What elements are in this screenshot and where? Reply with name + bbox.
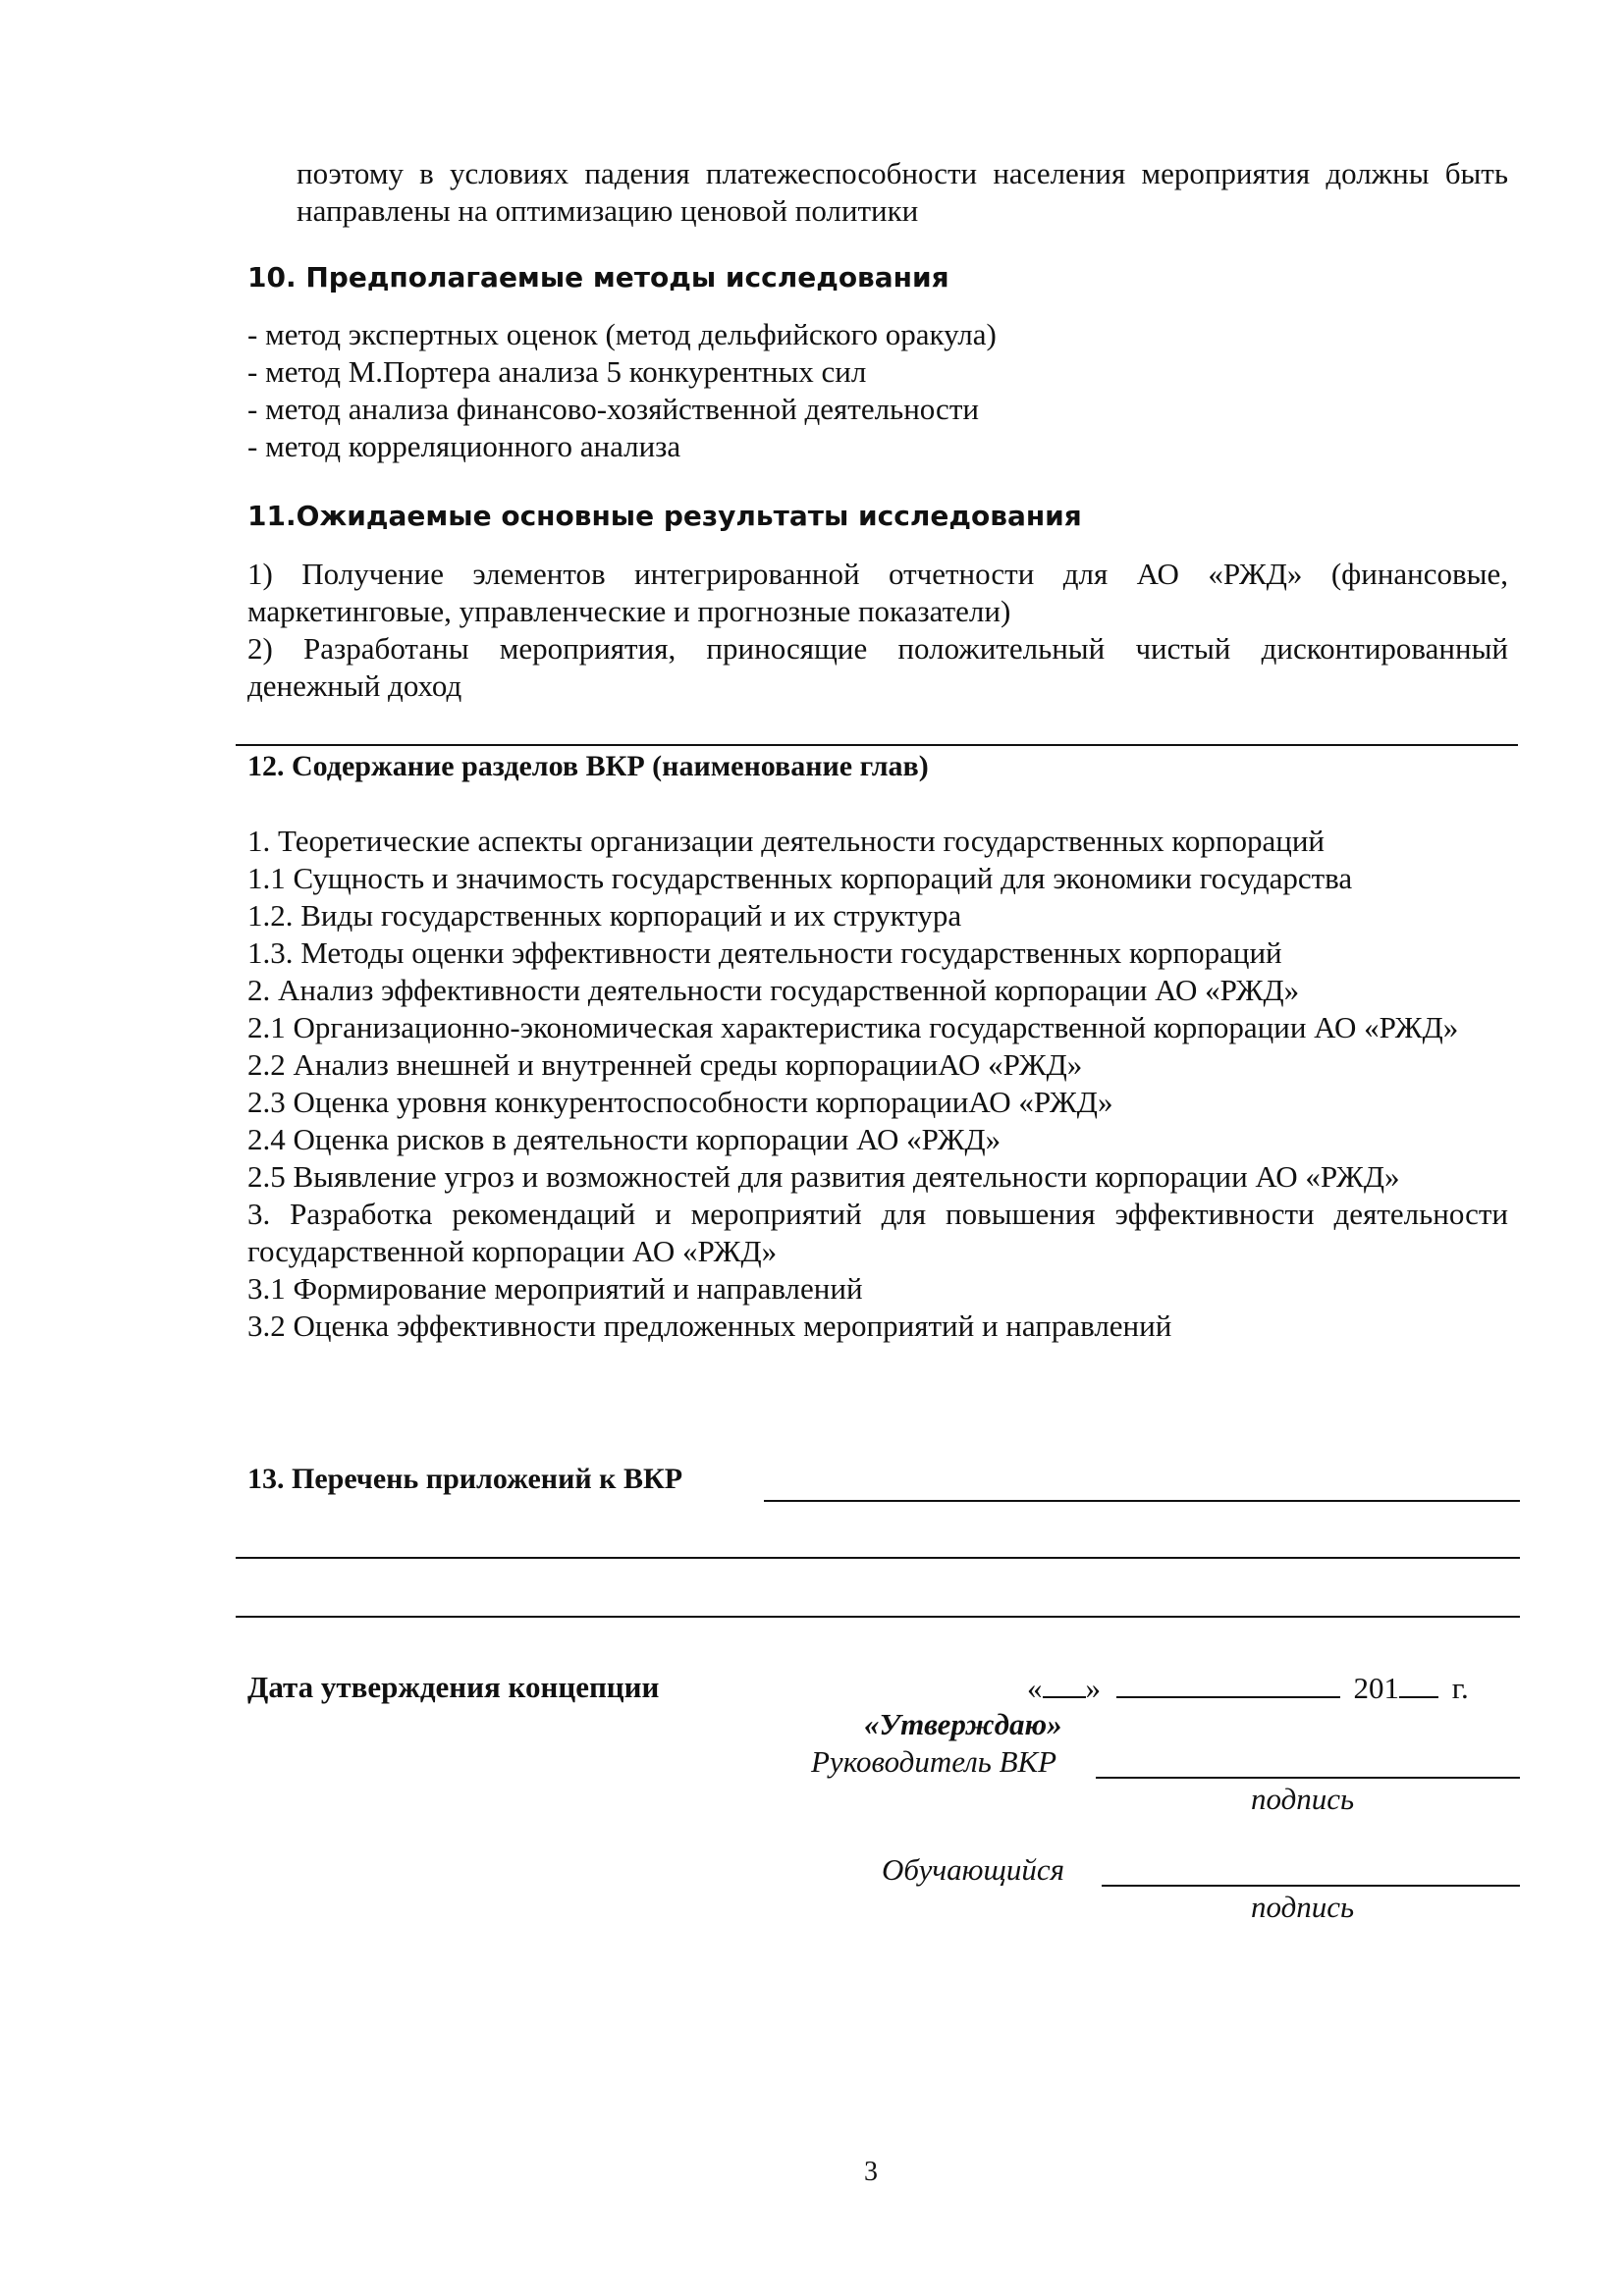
list-item: 3.2 Оценка эффективности предложенных мероприятий и направлений: [247, 1308, 1172, 1343]
page-number: 3: [864, 2157, 878, 2187]
list-item: 1.3. Методы оценки эффективности деятельности государственных корпораций: [247, 935, 1282, 970]
list-item: 2.2 Анализ внешней и внутренней среды корпорацииАО «РЖД»: [247, 1047, 1083, 1082]
quote-close: »: [1085, 1671, 1101, 1705]
year-blank: [1399, 1669, 1438, 1698]
list-item: 1.1 Сущность и значимость государственных корпораций для экономики государства: [247, 861, 1353, 895]
quote-open: «: [1027, 1671, 1043, 1705]
list-item: 2.5 Выявление угроз и возможностей для развития деятельности корпорации АО «РЖД»: [247, 1159, 1400, 1194]
student-signature-line: [1102, 1885, 1520, 1887]
intro-paragraph: поэтому в условиях падения платежеспособности населения мероприятия должны быть направлены на оптимизацию ценовой политики: [297, 156, 1508, 228]
student-label: Обучающийся: [882, 1852, 1065, 1887]
signature-caption: подпись: [1251, 1890, 1355, 1924]
approve-label: «Утверждаю»: [864, 1707, 1062, 1741]
list-item: 3.1 Формирование мероприятий и направлений: [247, 1271, 863, 1306]
appendix-blank-line-1: [764, 1500, 1520, 1502]
section-12-title: 12. Содержание разделов ВКР (наименование глав): [247, 750, 929, 782]
section-12-list: [247, 823, 1508, 1345]
approval-date-field: [1027, 1669, 1469, 1707]
list-item: 2.3 Оценка уровня конкурентоспособности корпорацииАО «РЖД»: [247, 1085, 1113, 1119]
list-item: 1) Получение элементов интегрированной отчетности для АО «РЖД» (финансовые, маркетинговые, управленческие и прогнозные показатели): [247, 557, 1508, 628]
year-prefix: 201: [1353, 1671, 1399, 1705]
year-suffix: г.: [1451, 1671, 1469, 1705]
appendix-blank-line-3: [236, 1616, 1520, 1618]
list-item: - метод анализа финансово-хозяйственной деятельности: [247, 392, 979, 426]
section-10-title: 10. Предполагаемые методы исследования: [247, 261, 949, 294]
list-item: 2.4 Оценка рисков в деятельности корпорации АО «РЖД»: [247, 1122, 1001, 1156]
list-item: - метод корреляционного анализа: [247, 429, 681, 463]
month-blank: [1116, 1669, 1340, 1698]
list-item: 2. Анализ эффективности деятельности государственной корпорации АО «РЖД»: [247, 973, 1300, 1007]
list-item: - метод М.Портера анализа 5 конкурентных сил: [247, 354, 867, 389]
list-item: 2) Разработаны мероприятия, приносящие положительный чистый дисконтированный денежный доход: [247, 631, 1508, 703]
supervisor-label: Руководитель ВКР: [811, 1744, 1057, 1779]
section-11-list: [247, 556, 1508, 705]
appendix-blank-line-2: [236, 1557, 1520, 1559]
section-divider: [236, 744, 1518, 746]
list-item: 1. Теоретические аспекты организации деятельности государственных корпораций: [247, 824, 1326, 858]
list-item: 2.1 Организационно-экономическая характеристика государственной корпорации АО «РЖД»: [247, 1010, 1459, 1044]
section-13-title: 13. Перечень приложений к ВКР: [247, 1463, 683, 1495]
approval-date-label: Дата утверждения концепции: [247, 1670, 660, 1704]
section-10-list: [247, 316, 1514, 465]
list-item: 3. Разработка рекомендаций и мероприятий для повышения эффективности деятельности государственной корпорации АО «РЖД»: [247, 1197, 1508, 1268]
signature-caption: подпись: [1251, 1782, 1355, 1816]
list-item: 1.2. Виды государственных корпораций и их структура: [247, 898, 962, 933]
section-11-title: 11.Ожидаемые основные результаты исследования: [247, 500, 1082, 532]
supervisor-signature-line: [1096, 1777, 1520, 1779]
day-blank: [1043, 1669, 1086, 1698]
list-item: - метод экспертных оценок (метод дельфийского оракула): [247, 317, 997, 351]
